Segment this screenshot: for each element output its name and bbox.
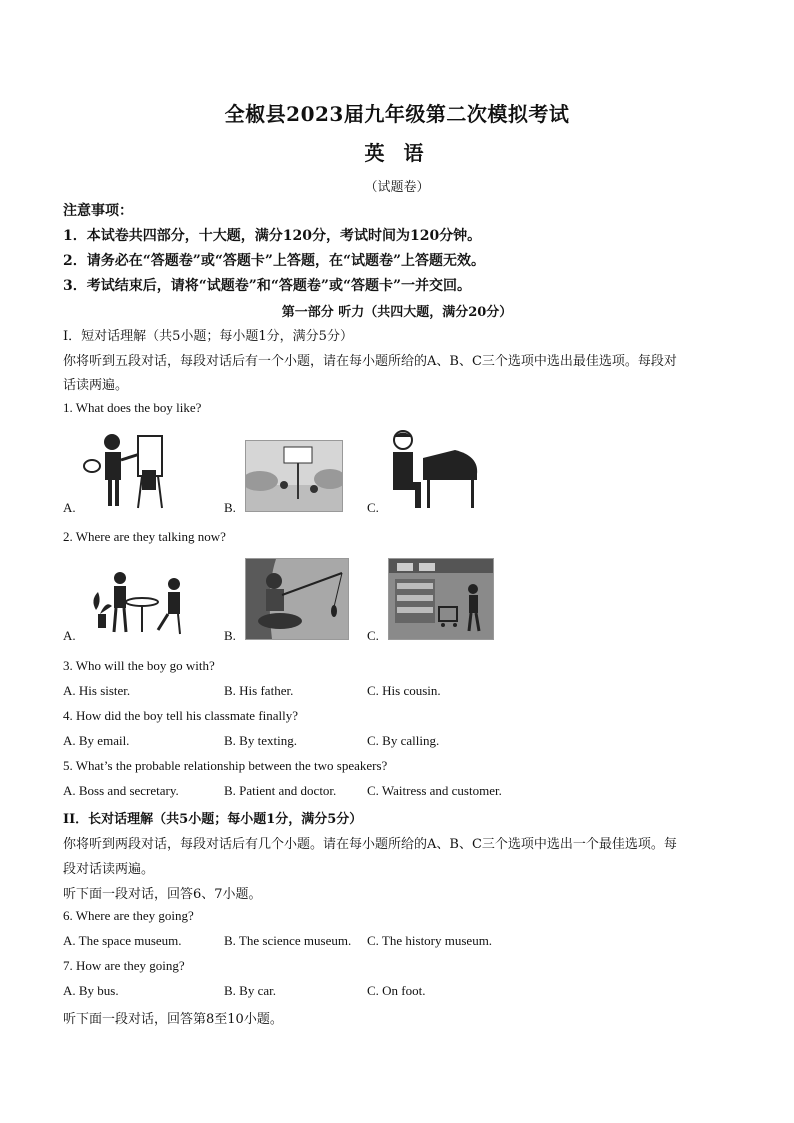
question-7-stem: 7. How are they going?	[63, 958, 185, 973]
q3-option-c: C. His cousin.	[367, 683, 441, 698]
section2-heading: II．长对话理解（共5小题；每小题1分，满分5分）	[63, 812, 363, 827]
section1-heading: I．短对话理解（共5小题；每小题1分，满分5分）	[63, 329, 353, 344]
painter-image	[82, 430, 174, 510]
basketball-court-image	[245, 440, 343, 512]
section2-instruction: 你将听到两段对话，每段对话后有几个小题。请在每小题所给的A、B、C三个选项中选出一个最佳选项。每	[63, 837, 677, 852]
q2-option-b-label: B.	[224, 628, 236, 643]
q1-option-b-label: B.	[224, 500, 236, 515]
q6-option-a: A. The space museum.	[63, 933, 182, 948]
section1-instruction-cont: 话读两遍。	[63, 378, 129, 393]
q7-option-a: A. By bus.	[63, 983, 119, 998]
q3-option-b: B. His father.	[224, 683, 294, 698]
note-item-2: 2．请务必在“答题卷”或“答题卡”上答题，在“试题卷”上答题无效。	[63, 253, 486, 269]
supermarket-image	[388, 558, 494, 640]
q5-option-b: B. Patient and doctor.	[224, 783, 337, 798]
q1-option-c-label: C.	[367, 500, 379, 515]
q2-option-a-label: A.	[63, 628, 76, 643]
fishing-image	[245, 558, 349, 640]
group1-intro: 听下面一段对话，回答6、7小题。	[63, 887, 262, 902]
paper-type: （试题卷）	[364, 180, 430, 195]
q6-option-b: B. The science museum.	[224, 933, 352, 948]
q6-option-c: C. The history museum.	[367, 933, 493, 948]
question-1-stem: 1. What does the boy like?	[63, 400, 202, 415]
part1-heading: 第一部分 听力（共四大题，满分20分）	[281, 305, 513, 320]
q1-option-a-label: A.	[63, 500, 76, 515]
question-5-stem: 5. What’s the probable relationship between the two speakers?	[63, 758, 388, 773]
cafe-talk-image	[86, 570, 186, 638]
q7-option-c: C. On foot.	[367, 983, 426, 998]
question-4-stem: 4. How did the boy tell his classmate finally?	[63, 708, 299, 723]
q2-option-c-label: C.	[367, 628, 379, 643]
q3-option-a: A. His sister.	[63, 683, 131, 698]
question-2-stem: 2. Where are they talking now?	[63, 529, 226, 544]
exam-title: 全椒县2023届九年级第二次模拟考试	[224, 102, 570, 126]
q4-option-c: C. By calling.	[367, 733, 440, 748]
q5-option-a: A. Boss and secretary.	[63, 783, 179, 798]
group2-intro: 听下面一段对话，回答第8至10小题。	[63, 1012, 283, 1027]
q5-option-c: C. Waitress and customer.	[367, 783, 502, 798]
question-3-stem: 3. Who will the boy go with?	[63, 658, 215, 673]
note-item-1: 1．本试卷共四部分，十大题，满分120分，考试时间为120分钟。	[63, 228, 482, 244]
subject-title: 英 语	[364, 141, 430, 165]
notes-heading: 注意事项：	[63, 203, 133, 219]
note-item-3: 3．考试结束后，请将“试题卷”和“答题卷”或“答题卡”一并交回。	[63, 278, 472, 294]
q4-option-a: A. By email.	[63, 733, 130, 748]
question-6-stem: 6. Where are they going?	[63, 908, 194, 923]
section1-instruction: 你将听到五段对话，每段对话后有一个小题，请在每小题所给的A、B、C三个选项中选出最佳选项。每段对	[63, 354, 677, 369]
q7-option-b: B. By car.	[224, 983, 276, 998]
piano-player-image	[385, 428, 481, 512]
q4-option-b: B. By texting.	[224, 733, 297, 748]
section2-instruction-cont: 段对话读两遍。	[63, 862, 155, 877]
